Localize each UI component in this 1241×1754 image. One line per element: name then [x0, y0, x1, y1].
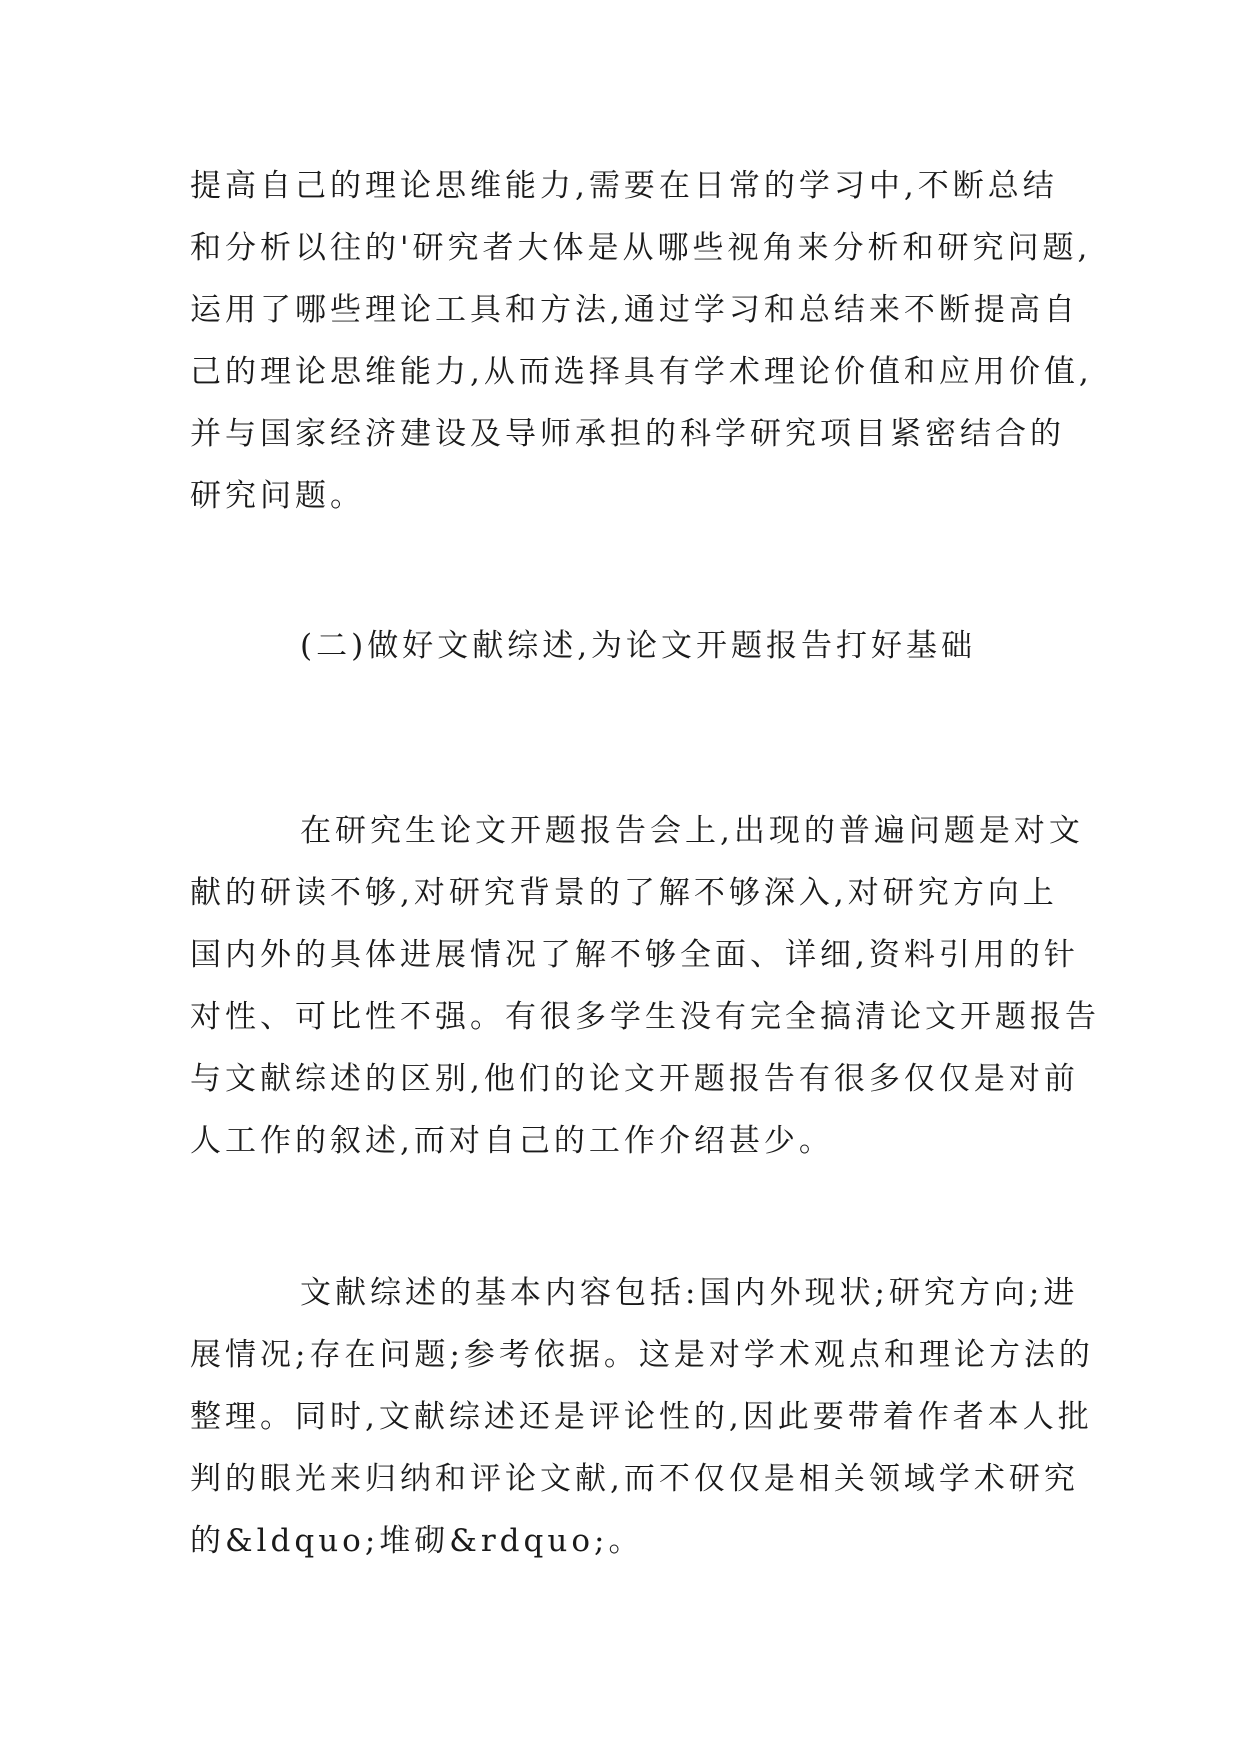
- paragraph-line: 和分析以往的'研究者大体是从哪些视角来分析和研究问题,: [190, 230, 1092, 266]
- paragraph-proposal-problems: [190, 800, 1100, 1172]
- paragraph-line: 判的眼光来归纳和评论文献,而不仅仅是相关领域学术研究: [190, 1461, 1079, 1497]
- paragraph-line: 己的理论思维能力,从而选择具有学术理论价值和应用价值,: [190, 354, 1093, 390]
- paragraph-line: 文献综述的基本内容包括:国内外现状;研究方向;进: [300, 1275, 1079, 1311]
- paragraph-line: 运用了哪些理论工具和方法,通过学习和总结来不断提高自: [190, 292, 1079, 328]
- section-heading-text: (二)做好文献综述,为论文开题报告打好基础: [300, 628, 977, 664]
- section-heading: [300, 615, 1180, 677]
- paragraph-line: 并与国家经济建设及导师承担的科学研究项目紧密结合的: [190, 416, 1065, 452]
- paragraph-line: 献的研读不够,对研究背景的了解不够深入,对研究方向上: [190, 875, 1058, 911]
- paragraph-literature-review: [190, 1262, 1094, 1572]
- paragraph-line: 整理。同时,文献综述还是评论性的,因此要带着作者本人批: [190, 1399, 1093, 1435]
- paragraph-theory-thinking: [190, 155, 1093, 527]
- paragraph-line: 的&ldquo;堆砌&rdquo;。: [190, 1523, 644, 1559]
- paragraph-line: 研究问题。: [190, 478, 365, 514]
- paragraph-line: 提高自己的理论思维能力,需要在日常的学习中,不断总结: [190, 168, 1058, 204]
- paragraph-line: 人工作的叙述,而对自己的工作介绍甚少。: [190, 1123, 834, 1159]
- paragraph-line: 国内外的具体进展情况了解不够全面、详细,资料引用的针: [190, 937, 1079, 973]
- paragraph-line: 展情况;存在问题;参考依据。这是对学术观点和理论方法的: [190, 1337, 1094, 1373]
- paragraph-line: 与文献综述的区别,他们的论文开题报告有很多仅仅是对前: [190, 1061, 1079, 1097]
- paragraph-line: 对性、可比性不强。有很多学生没有完全搞清论文开题报告: [190, 999, 1100, 1035]
- paragraph-line: 在研究生论文开题报告会上,出现的普遍问题是对文: [300, 813, 1084, 849]
